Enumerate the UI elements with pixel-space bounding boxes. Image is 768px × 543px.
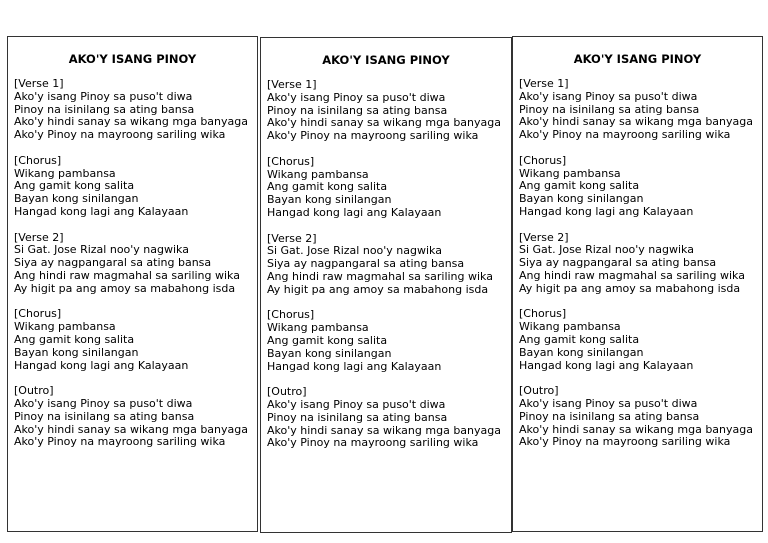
lyric-line: Ang hindi raw magmahal sa sariling wika [519, 268, 745, 282]
lyric-line: Hangad kong lagi ang Kalayaan [267, 205, 442, 219]
stanza [14, 232, 257, 296]
song-title: AKO'Y ISANG PINOY [573, 52, 702, 66]
stanza-label: [Chorus] [14, 153, 62, 167]
stanza-label: [Outro] [519, 384, 559, 398]
stanza-label: [Chorus] [519, 307, 567, 321]
lyric-line: Ang gamit kong salita [519, 332, 640, 346]
stanza [267, 156, 511, 220]
stanza-label: [Verse 1] [519, 77, 569, 90]
lyric-line: Ako'y isang Pinoy sa puso't diwa [267, 397, 446, 411]
lyric-line: Si Gat. Jose Rizal noo'y nagwika [14, 243, 189, 257]
lyric-line: Hangad kong lagi ang Kalayaan [14, 358, 189, 372]
lyric-line: Bayan kong sinilangan [267, 193, 392, 207]
stanza-label: [Verse 2] [14, 230, 64, 244]
lyrics-panel-1 [7, 36, 258, 532]
stanza [267, 309, 511, 373]
lyric-line: Wikang pambansa [14, 320, 116, 334]
stanza-label: [Verse 1] [14, 77, 64, 90]
stanza [14, 308, 257, 372]
lyric-line: Bayan kong sinilangan [14, 345, 139, 359]
lyric-line: Ako'y Pinoy na mayroong sariling wika [267, 129, 479, 143]
stanza [519, 155, 762, 219]
lyric-line: Pinoy na isinilang sa ating bansa [519, 102, 700, 116]
stanza-label: [Chorus] [267, 154, 315, 168]
lyrics-panel-2 [260, 37, 512, 533]
lyric-line: Pinoy na isinilang sa ating bansa [519, 409, 700, 423]
lyric-line: Hangad kong lagi ang Kalayaan [519, 358, 694, 372]
stanza [519, 78, 762, 142]
lyric-line: Ang gamit kong salita [14, 179, 135, 193]
lyric-line: Ako'y hindi sanay sa wikang mga banyaga [267, 116, 501, 130]
lyric-line: Ang gamit kong salita [267, 180, 388, 194]
stanza-label: [Verse 1] [267, 78, 317, 91]
stanza-label: [Outro] [267, 385, 307, 399]
stanza-label: [Chorus] [14, 307, 62, 321]
stanza [267, 386, 511, 450]
lyric-line: Wikang pambansa [14, 166, 116, 180]
lyric-line: Si Gat. Jose Rizal noo'y nagwika [267, 244, 442, 258]
stanza [14, 78, 257, 142]
lyric-line: Siya ay nagpangaral sa ating bansa [14, 256, 212, 270]
lyric-line: Pinoy na isinilang sa ating bansa [14, 102, 195, 116]
lyric-line: Pinoy na isinilang sa ating bansa [267, 103, 448, 117]
lyric-line: Ako'y isang Pinoy sa puso't diwa [14, 89, 193, 103]
lyric-line: Ako'y Pinoy na mayroong sariling wika [14, 128, 226, 142]
lyric-line: Ang gamit kong salita [519, 179, 640, 193]
stanza-label: [Chorus] [519, 153, 567, 167]
stanza [14, 385, 257, 449]
lyric-line: Pinoy na isinilang sa ating bansa [14, 409, 195, 423]
lyric-line: Siya ay nagpangaral sa ating bansa [519, 256, 717, 270]
lyric-line: Ako'y isang Pinoy sa puso't diwa [519, 396, 698, 410]
lyric-line: Ako'y hindi sanay sa wikang mga banyaga [519, 115, 753, 129]
lyric-line: Bayan kong sinilangan [267, 346, 392, 360]
song-title: AKO'Y ISANG PINOY [68, 52, 197, 66]
lyric-line: Wikang pambansa [267, 321, 369, 335]
stanza-label: [Verse 2] [519, 230, 569, 244]
lyric-line: Hangad kong lagi ang Kalayaan [519, 204, 694, 218]
lyric-line: Ako'y Pinoy na mayroong sariling wika [14, 435, 226, 449]
lyric-line: Siya ay nagpangaral sa ating bansa [267, 257, 465, 271]
lyric-line: Wikang pambansa [267, 167, 369, 181]
lyric-line: Hangad kong lagi ang Kalayaan [14, 204, 189, 218]
lyric-line: Ako'y hindi sanay sa wikang mga banyaga [14, 115, 248, 129]
lyric-line: Si Gat. Jose Rizal noo'y nagwika [519, 243, 694, 257]
lyric-line: Ang gamit kong salita [14, 332, 135, 346]
lyric-line: Ako'y isang Pinoy sa puso't diwa [14, 396, 193, 410]
stanza [519, 232, 762, 296]
stanza [267, 233, 511, 297]
lyric-line: Ang gamit kong salita [267, 333, 388, 347]
lyrics-body [8, 78, 257, 449]
lyric-line: Ako'y isang Pinoy sa puso't diwa [267, 90, 446, 104]
stanza [519, 385, 762, 449]
lyric-line: Ako'y hindi sanay sa wikang mga banyaga [519, 422, 753, 436]
lyrics-body [513, 78, 762, 449]
lyric-line: Hangad kong lagi ang Kalayaan [267, 359, 442, 373]
stanza-label: [Chorus] [267, 308, 315, 322]
lyric-line: Ang hindi raw magmahal sa sariling wika [14, 268, 240, 282]
lyrics-body [261, 79, 511, 450]
lyric-line: Ay higit pa ang amoy sa mabahong isda [519, 281, 741, 295]
lyric-line: Ay higit pa ang amoy sa mabahong isda [14, 281, 236, 295]
lyric-line: Ako'y Pinoy na mayroong sariling wika [267, 436, 479, 450]
song-title: AKO'Y ISANG PINOY [322, 53, 450, 67]
lyric-line: Bayan kong sinilangan [14, 192, 139, 206]
lyric-line: Ako'y Pinoy na mayroong sariling wika [519, 128, 731, 142]
stanza [267, 79, 511, 143]
stanza-label: [Verse 2] [267, 231, 317, 245]
lyric-line: Wikang pambansa [519, 320, 621, 334]
lyric-line: Wikang pambansa [519, 166, 621, 180]
lyrics-panel-3 [512, 36, 763, 532]
lyric-line: Ako'y isang Pinoy sa puso't diwa [519, 89, 698, 103]
lyric-line: Bayan kong sinilangan [519, 345, 644, 359]
lyric-line: Ako'y hindi sanay sa wikang mga banyaga [14, 422, 248, 436]
lyric-line: Bayan kong sinilangan [519, 192, 644, 206]
lyric-line: Ay higit pa ang amoy sa mabahong isda [267, 282, 489, 296]
stanza-label: [Outro] [14, 384, 54, 398]
lyric-line: Ako'y Pinoy na mayroong sariling wika [519, 435, 731, 449]
lyric-line: Ang hindi raw magmahal sa sariling wika [267, 269, 493, 283]
stanza [14, 155, 257, 219]
stanza [519, 308, 762, 372]
lyric-line: Pinoy na isinilang sa ating bansa [267, 410, 448, 424]
lyric-line: Ako'y hindi sanay sa wikang mga banyaga [267, 423, 501, 437]
